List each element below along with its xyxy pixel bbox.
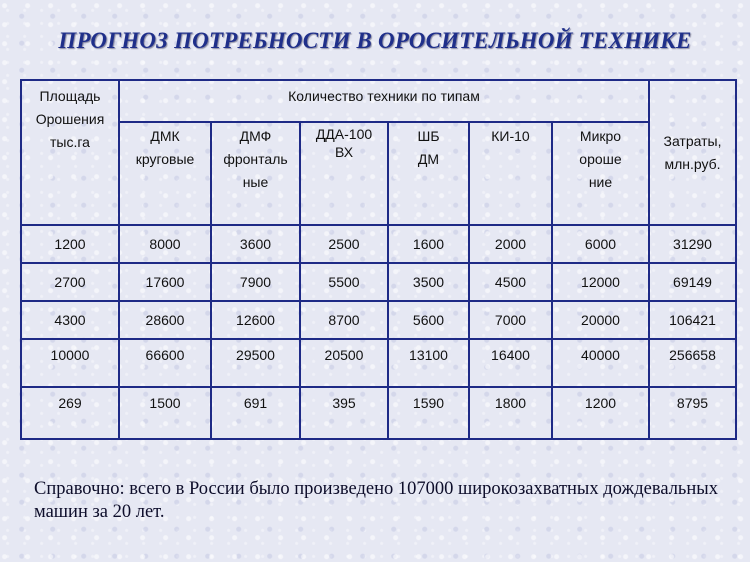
table-subheader-row — [21, 122, 736, 225]
cell-area: 2700 — [21, 263, 119, 301]
cell-micro: 1200 — [552, 387, 649, 439]
cell-ki: 1800 — [469, 387, 552, 439]
cell-dmk: 66600 — [119, 339, 211, 387]
cell-dmk: 8000 — [119, 225, 211, 263]
cell-shb: 13100 — [388, 339, 469, 387]
cell-ki: 16400 — [469, 339, 552, 387]
header-area: Площадь Орошения тыс.га — [21, 80, 119, 225]
cell-dmk: 17600 — [119, 263, 211, 301]
header-type-ki: КИ-10 — [469, 122, 552, 225]
table-row — [21, 387, 736, 439]
cell-ki: 4500 — [469, 263, 552, 301]
cell-shb: 5600 — [388, 301, 469, 339]
cell-ki: 2000 — [469, 225, 552, 263]
cell-dmf: 29500 — [211, 339, 300, 387]
cell-dmf: 691 — [211, 387, 300, 439]
header-type-micro: Микро ороше ние — [552, 122, 649, 225]
cell-micro: 40000 — [552, 339, 649, 387]
cell-cost: 69149 — [649, 263, 736, 301]
cell-area: 1200 — [21, 225, 119, 263]
cell-cost: 256658 — [649, 339, 736, 387]
page-title: ПРОГНОЗ ПОТРЕБНОСТИ В ОРОСИТЕЛЬНОЙ ТЕХНИКЕ — [58, 28, 692, 53]
table-row — [21, 225, 736, 263]
cell-cost: 31290 — [649, 225, 736, 263]
table-row — [21, 301, 736, 339]
cell-dmf: 3600 — [211, 225, 300, 263]
cell-dmk: 28600 — [119, 301, 211, 339]
cell-cost: 8795 — [649, 387, 736, 439]
cell-dda: 2500 — [300, 225, 388, 263]
header-type-dmk: ДМК круговые — [119, 122, 211, 225]
cell-dda: 20500 — [300, 339, 388, 387]
table-row — [21, 263, 736, 301]
cell-ki: 7000 — [469, 301, 552, 339]
cell-dmf: 12600 — [211, 301, 300, 339]
cell-dda: 395 — [300, 387, 388, 439]
cell-micro: 6000 — [552, 225, 649, 263]
irrigation-forecast-table — [20, 79, 737, 440]
header-type-shb: ШБ ДМ — [388, 122, 469, 225]
cell-micro: 20000 — [552, 301, 649, 339]
cell-shb: 1590 — [388, 387, 469, 439]
header-equipment-group: Количество техники по типам — [119, 80, 649, 122]
table-header-row — [21, 80, 736, 122]
cell-dda: 5500 — [300, 263, 388, 301]
cell-dmk: 1500 — [119, 387, 211, 439]
cell-cost: 106421 — [649, 301, 736, 339]
header-type-dmf: ДМФ фронталь ные — [211, 122, 300, 225]
cell-dmf: 7900 — [211, 263, 300, 301]
header-type-dda: ДДА-100 ВХ — [300, 122, 388, 225]
cell-shb: 3500 — [388, 263, 469, 301]
cell-dda: 8700 — [300, 301, 388, 339]
cell-micro: 12000 — [552, 263, 649, 301]
cell-area: 10000 — [21, 339, 119, 387]
cell-area: 4300 — [21, 301, 119, 339]
cell-shb: 1600 — [388, 225, 469, 263]
cell-area: 269 — [21, 387, 119, 439]
table-row — [21, 339, 736, 387]
reference-note: Справочно: всего в России было произведено 107000 широкозахватных дождевальных машин за 20 лет. — [34, 479, 718, 522]
header-cost: Затраты, млн.руб. — [649, 80, 736, 225]
